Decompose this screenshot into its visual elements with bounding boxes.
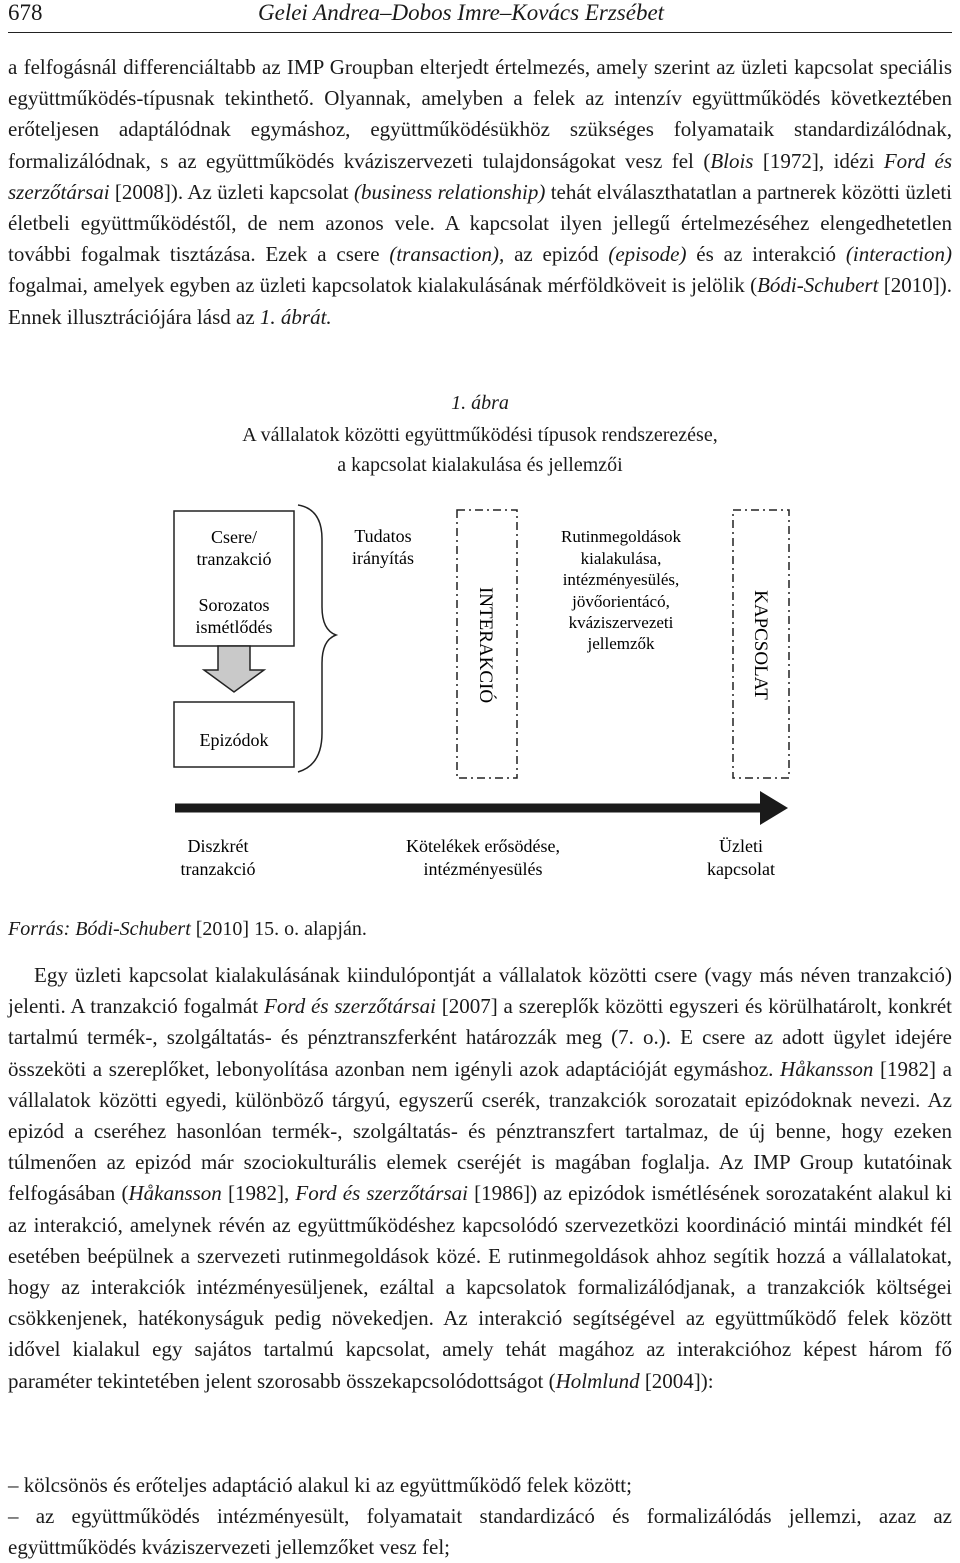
figure-reference: 1. ábrát. [259,304,332,329]
interaction-label: INTERAKCIÓ [475,586,496,704]
english-term: (business relationship) [354,179,546,204]
routine-label: jellemzők [587,634,655,653]
axis-label-middle: intézményesülés [423,859,543,879]
routine-label: kváziszervezeti [568,613,674,632]
box-label: Epizódok [199,730,269,750]
citation-author: Ford és szerzőtársai [8,148,952,204]
source-text: [2010] 15. o. alapján. [190,918,367,940]
text-run: fogalmai, amelyek egyben az üzleti kapcsolatok kialakulásának mérföldköveit is jelölik ( [8,273,758,298]
citation-author: Blois [710,148,754,173]
list-item: – az együttműködés intézményesült, folyamatait standardizácó és formalizálódás jellemzi, azaz az együttműködés kváziszervezeti jellemzőket vesz fel; [8,1504,952,1560]
page-number: 678 [8,0,43,25]
axis-label-right: kapcsolat [707,859,775,879]
text-run: tehát elválaszthatatlan a partnerek közötti üzleti életbeli együttműködéstől, de nem azonos vele. A kapcsolat ilyen jellegű értelmezéséhez elengedhetetlen további fogalmak tisztázása. Ezek a csere [8,179,952,267]
citation-author: Ford és szerzőtársai [264,994,436,1019]
list-item: – kölcsönös és erőteljes adaptáció alakul ki az együttműködő felek között; [8,1473,632,1497]
axis-label-middle: Kötelékek erősödése, [406,836,560,856]
figure-title-line: a kapcsolat kialakulása és jellemzői [337,454,623,476]
text-run: a felfogásnál differenciáltabb az IMP Groupban elterjedt értelmezés, amely szerint az üzleti kapcsolat speciális együttműködés-típusnak tekinthető. Olyannak, amelyben a felek az intenzív együttműködés következtében erőteljesen adaptálódnak egymáshoz, együttműködésükhöz szükséges folyamataik standardizálódnak, formalizálódnak, s az együttműködés kváziszervezeti tulajdonságokat vesz fel ( [8,55,952,173]
text-run: [1986]) az epizódok ismétlésének sorozataként alakul ki az interakció, amelynek révén az együttműködéshez kapcsolódó szervezetközi koordináció mintái mindkét fél esetében beépülnek a szervezeti rutinmegoldások közé. E rutinmegoldások ahhoz segítik hozzá a vállalatokat, hogy az interakciók intézményesüljenek, ezáltal a kapcsolatok formalizálódjanak, a tranzakciók költségei csökkenjenek, hatékonyságuk pedig növekedjen. Az interakció segítségével az együttműködő felek között idővel kialakul egy sajátos tartalmú kapcsolat, amely tehát magához az interakcióhoz képest három fő paraméter tekintetében jelent szorosabb összekapcsolódottságot ( [8,1181,952,1393]
citation-author: Håkansson [128,1181,222,1206]
box-label: tranzakció [196,549,272,569]
down-arrow-icon [204,646,264,692]
paragraph-body [8,960,952,1397]
english-term: (episode) [608,242,687,267]
routine-label: intézményesülés, [562,570,680,589]
text-run: az epizód [504,242,609,267]
text-run: és az interakció [686,242,846,267]
running-head: Gelei Andrea–Dobos Imre–Kovács Erzsébet [258,0,665,25]
figure-title [0,420,960,480]
figure-diagram [0,495,960,900]
axis-label-left: Diszkrét [187,836,249,856]
box-label: Sorozatos [198,595,270,615]
citation-author: Ford és szerzőtársai [295,1181,468,1206]
box-label: Csere/ [211,527,257,547]
arrow-head-icon [760,791,788,825]
text-run: [2010]). Ennek illusztrációjára lásd az [8,273,952,329]
text-run: [2007] a szereplők közötti egyszeri és körülhatárolt, konkrét tartalmú termék-, szolgáltatás- és pénztranszferként határozzák meg (7. o.). E csere az adott ügylet idejére összeköti a szereplőket, lebonyolítása azonban nem igényli azok adaptációját egymáshoz. [8,994,952,1081]
paragraph-intro [8,52,952,333]
relationship-label: KAPCSOLAT [750,590,771,700]
source-label: Forrás: Bódi-Schubert [8,918,191,940]
figure-number: 1. ábra [451,392,509,414]
text-run: [1972], idézi [753,148,884,173]
page-header [8,0,952,33]
routine-label: kialakulása, [580,549,662,568]
citation-author: Bódi-Schubert [757,273,879,298]
axis-label-right: Üzleti [719,836,763,856]
axis-label-left: tranzakció [180,859,256,879]
routine-label: jövőorientácó, [572,592,670,611]
english-term: (transaction), [389,242,505,267]
brace-shape [298,505,336,772]
text-run: [2008]). Az üzleti kapcsolat [109,179,355,204]
citation-author: Håkansson [780,1056,874,1081]
routine-label: Rutinmegoldások [561,527,681,546]
citation-author: Holmlund [555,1368,640,1393]
conscious-control-label: Tudatos [354,526,412,546]
text-run: [1982] a vállalatok közötti egyedi, különböző tárgyú, egyszerű cserék, tranzakciók sorozatait epizódoknak nevezi. Az epizód a cseréhez hasonlóan termék-, szolgáltatás- és pénztranszfert tartalmaz, de új benne, hogy ezeken túlmenően az epizód már szociokulturális elemek cseréjét is magában foglalja. Az IMP Group kutatóinak felfogásában ( [8,1056,952,1206]
english-term: (interaction) [845,242,953,267]
figure-source [8,918,367,941]
text-run: Egy üzleti kapcsolat kialakulásának kiindulópontját a vállalatok közötti csere (vagy más néven tranzakció) jelenti. A tranzakció fogalmát [8,963,952,1019]
conscious-control-label: irányítás [352,548,414,568]
text-run: [1982], [221,1181,296,1206]
figure-title-line: A vállalatok közötti együttműködési típusok rendszerezése, [242,424,718,446]
box-label: ismétlődés [195,617,273,637]
text-run: [2004]): [639,1368,714,1393]
